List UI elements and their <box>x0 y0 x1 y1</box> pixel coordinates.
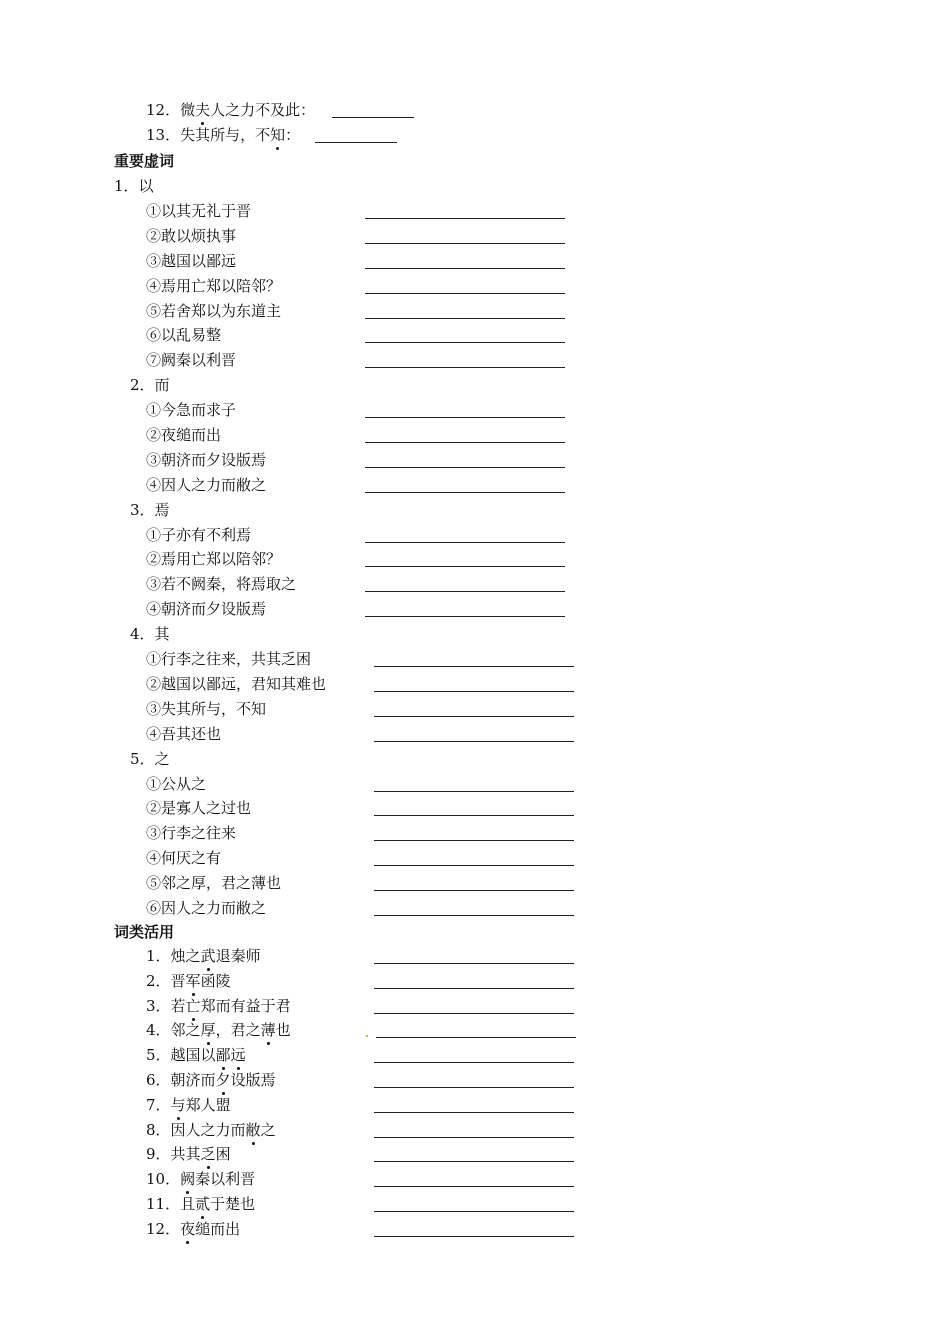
answer-blank[interactable] <box>365 417 565 418</box>
dotted-char: 亡 <box>185 997 201 1015</box>
dotted-char: 阙 <box>180 1170 196 1188</box>
dotted-char: 夕 <box>215 1071 231 1089</box>
dotted-char: 贰 <box>195 1195 211 1213</box>
huoyong-item: 8．因人之力而敝之 <box>146 1121 276 1139</box>
answer-blank[interactable] <box>365 218 565 219</box>
huoyong-item: 1．烛之武退秦师 <box>146 947 261 965</box>
dotted-char: 远 <box>230 1046 246 1064</box>
xuci-item: ③朝济而夕设版焉 <box>146 451 267 469</box>
answer-blank[interactable] <box>374 840 574 841</box>
section-heading-huoyong: 词类活用 <box>114 923 175 941</box>
section-heading-xuci: 重要虚词 <box>114 152 175 170</box>
dotted-char: 武 <box>200 947 216 965</box>
dotted-char: 军 <box>185 972 201 990</box>
huoyong-item: 2．晋军函陵 <box>146 972 231 990</box>
dotted-char: 鄙 <box>215 1046 231 1064</box>
huoyong-item: 10．阙秦以利晋 <box>146 1170 256 1188</box>
huoyong-item: 7．与郑人盟 <box>146 1096 231 1114</box>
answer-blank[interactable] <box>374 1013 574 1014</box>
xuci-item: ③行李之往来 <box>146 824 237 842</box>
answer-blank[interactable] <box>365 442 565 443</box>
answer-blank[interactable] <box>365 243 565 244</box>
dotted-char: 与 <box>170 1096 186 1114</box>
answer-blank[interactable] <box>374 1062 574 1063</box>
answer-blank[interactable] <box>374 1087 574 1088</box>
xuci-item: ②夜缒而出 <box>146 426 222 444</box>
xuci-item: ①子亦有不利焉 <box>146 526 252 544</box>
xuci-group-title: 1．以 <box>114 177 154 195</box>
answer-blank[interactable] <box>374 890 574 891</box>
answer-blank[interactable] <box>365 318 565 319</box>
xuci-item: ③越国以鄙远 <box>146 252 237 270</box>
answer-blank[interactable] <box>374 1112 574 1113</box>
xuci-item: ⑤邻之厚，君之薄也 <box>146 874 282 892</box>
xuci-item: ④朝济而夕设版焉 <box>146 600 267 618</box>
answer-blank[interactable] <box>374 716 574 717</box>
answer-blank[interactable] <box>376 1037 576 1038</box>
xuci-item: ④吾其还也 <box>146 725 222 743</box>
xuci-item: ⑥以乱易整 <box>146 326 222 344</box>
dotted-char: 厚 <box>200 1021 216 1039</box>
xuci-item: ②是寡人之过也 <box>146 799 252 817</box>
xuci-item: ⑤若舍郑以为东道主 <box>146 302 282 320</box>
xuci-group-title: 5．之 <box>130 750 170 768</box>
xuci-item: ①公从之 <box>146 775 207 793</box>
answer-blank[interactable] <box>374 1236 574 1237</box>
xuci-item: ②越国以鄙远，君知其难也 <box>146 675 327 693</box>
xuci-item: ⑦阙秦以利晋 <box>146 351 237 369</box>
huoyong-item: 11．且贰于楚也 <box>146 1195 256 1213</box>
answer-blank[interactable] <box>365 367 565 368</box>
answer-blank[interactable] <box>365 616 565 617</box>
answer-blank[interactable] <box>365 566 565 567</box>
huoyong-item: 12．夜缒而出 <box>146 1220 241 1238</box>
answer-blank[interactable] <box>374 1186 574 1187</box>
answer-blank[interactable] <box>365 293 565 294</box>
answer-blank[interactable] <box>374 666 574 667</box>
answer-blank[interactable] <box>374 988 574 989</box>
answer-blank[interactable] <box>374 963 574 964</box>
answer-blank[interactable] <box>374 1211 574 1212</box>
answer-blank[interactable] <box>332 117 414 118</box>
xuci-item: ④焉用亡郑以陪邻？ <box>146 277 282 295</box>
dotted-char: 薄 <box>260 1021 276 1039</box>
answer-blank[interactable] <box>365 268 565 269</box>
question-13: 13．失其所与，不知： <box>146 126 301 144</box>
xuci-item: ①行李之往来，共其乏困 <box>146 650 312 668</box>
answer-blank[interactable] <box>374 865 574 866</box>
answer-blank[interactable] <box>315 142 397 143</box>
xuci-item: ④因人之力而敝之 <box>146 476 267 494</box>
answer-blank[interactable] <box>365 591 565 592</box>
answer-blank[interactable] <box>374 691 574 692</box>
xuci-item: ②敢以烦执事 <box>146 227 237 245</box>
xuci-item: ②焉用亡郑以陪邻？ <box>146 550 282 568</box>
xuci-item: ⑥因人之力而敝之 <box>146 899 267 917</box>
question-12: 12．微夫人之力不及此： <box>146 101 316 119</box>
xuci-item: ①今急而求子 <box>146 401 237 419</box>
xuci-item: ①以其无礼于晋 <box>146 202 252 220</box>
answer-blank[interactable] <box>365 542 565 543</box>
xuci-item: ④何厌之有 <box>146 849 222 867</box>
dotted-char: 敝 <box>245 1121 261 1139</box>
answer-blank[interactable] <box>365 342 565 343</box>
dotted-char: 乏 <box>200 1145 216 1163</box>
answer-blank[interactable] <box>365 467 565 468</box>
huoyong-item: 5．越国以鄙远 <box>146 1046 246 1064</box>
huoyong-item: 6．朝济而夕设版焉 <box>146 1071 276 1089</box>
answer-blank[interactable] <box>365 492 565 493</box>
scan-speck <box>366 1035 368 1037</box>
answer-blank[interactable] <box>374 1161 574 1162</box>
huoyong-item: 3．若亡郑而有益于君 <box>146 997 291 1015</box>
dotted-char: 知 <box>270 126 286 144</box>
dotted-char: 夜 <box>180 1220 196 1238</box>
huoyong-item: 4．邻之厚，君之薄也 <box>146 1021 291 1039</box>
answer-blank[interactable] <box>374 1137 574 1138</box>
answer-blank[interactable] <box>374 815 574 816</box>
answer-blank[interactable] <box>374 791 574 792</box>
xuci-item: ③若不阙秦，将焉取之 <box>146 575 297 593</box>
answer-blank[interactable] <box>374 915 574 916</box>
answer-blank[interactable] <box>374 741 574 742</box>
dotted-char: 夫 <box>195 101 211 119</box>
xuci-group-title: 2．而 <box>130 376 170 394</box>
xuci-item: ③失其所与，不知 <box>146 700 267 718</box>
xuci-group-title: 4．其 <box>130 625 170 643</box>
xuci-group-title: 3．焉 <box>130 501 170 519</box>
huoyong-item: 9．共其乏困 <box>146 1145 231 1163</box>
